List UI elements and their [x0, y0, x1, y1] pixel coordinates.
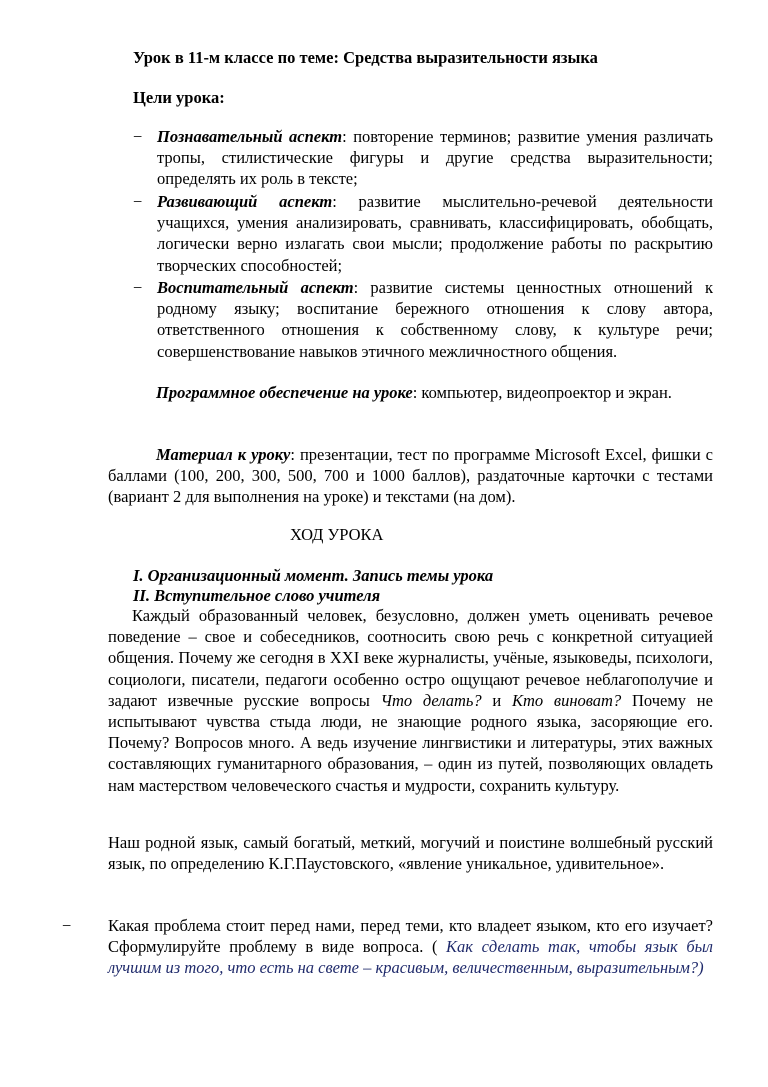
software-paragraph — [108, 382, 713, 403]
goal-label: Познавательный аспект — [157, 127, 343, 146]
quote-question: Кто виноват? — [512, 690, 622, 710]
goal-label: Развивающий аспект — [157, 192, 333, 211]
teacher-paragraph: Каждый образованный человек, безусловно, должен уметь оценивать речевое поведение – свое и собеседников, соотносить свою речь с конкретной ситуацией общения. Почему же сегодня в XXI веке журналисты, учёные, языковеды, психологи, социологи, писатели, педагоги особенно остро ощущают речевое неблагополучие и задают извечные русские вопросы Что делать? и Кто виноват? Почему не испытывают чувства стыда люди, не знающие родного языка, засоряющие его. Почему? Вопросов много. А ведь изучение лингвистики и литературы, этих важных составляющих гуманитарного образования, – один из путей, позволяющих овладеть нам мастерством человеческого счастья и мудрости, сохранить культуру. — [108, 606, 713, 795]
goals-heading: Цели урока: — [133, 88, 225, 107]
material-label: Материал к уроку — [156, 445, 291, 464]
dash-bullet: − — [62, 916, 72, 935]
goal-item — [157, 126, 713, 190]
answer-text: Как сделать так, чтобы язык был лучшим из того, что есть на свете – красивым, величественным, выразительным?) — [108, 937, 713, 978]
progress-heading: ХОД УРОКА — [290, 525, 384, 544]
lesson-title: Урок в 11-м классе по теме: Средства выразительности языка — [133, 48, 598, 67]
section-heading: II. Вступительное слово учителя — [133, 586, 381, 605]
material-text: : презентации, тест по программе Microsoft Excel, фишки с баллами (100, 200, 300, 500, 700 и 1000 баллов), раздаточные карточки с тестами (вариант 2 для выполнения на уроке) и текстами (на дом). — [108, 445, 713, 507]
goal-text: : повторение терминов; развитие умения различать тропы, стилистические фигуры и другие средства выразительности; определять их роль в тексте; — [157, 127, 713, 189]
dash-bullet: − — [133, 127, 143, 146]
dash-bullet: − — [133, 192, 143, 211]
goal-item — [157, 191, 713, 276]
teacher-paragraph-2: Наш родной язык, самый богатый, меткий, могучий и поистине волшебный русский язык, по определению К.Г.Паустовского, «явление уникальное, удивительное». — [108, 833, 713, 874]
question-paragraph: Какая проблема стоит перед нами, перед теми, кто владеет языком, кто его изучает? Сформулируйте проблему в виде вопроса. ( Как сделать так, чтобы язык был лучшим из того, что есть на свете – красивым, величественным, выразительным?) — [108, 916, 713, 978]
dash-bullet: − — [133, 278, 143, 297]
software-text: : компьютер, видеопроектор и экран. — [412, 383, 672, 402]
quote-question: Что делать? — [380, 690, 482, 710]
software-label: Программное обеспечение на уроке — [156, 383, 413, 402]
goal-item — [157, 277, 713, 362]
goal-text: : развитие мыслительно-речевой деятельности учащихся, умения анализировать, сравнивать, классифицировать, обобщать, логически верно излагать свои мысли; продолжение работы по раскрытию творческих способностей; — [157, 192, 713, 275]
goal-label: Воспитательный аспект — [157, 278, 354, 297]
section-heading: I. Организационный момент. Запись темы урока — [133, 566, 494, 585]
material-paragraph — [108, 444, 713, 508]
goal-text: : развитие системы ценностных отношений к родному языку; воспитание бережного отношения к слову автора, ответственного отношения к собственному слову, к культуре речи; совершенствование навыков этичного межличностного общения. — [157, 278, 713, 361]
